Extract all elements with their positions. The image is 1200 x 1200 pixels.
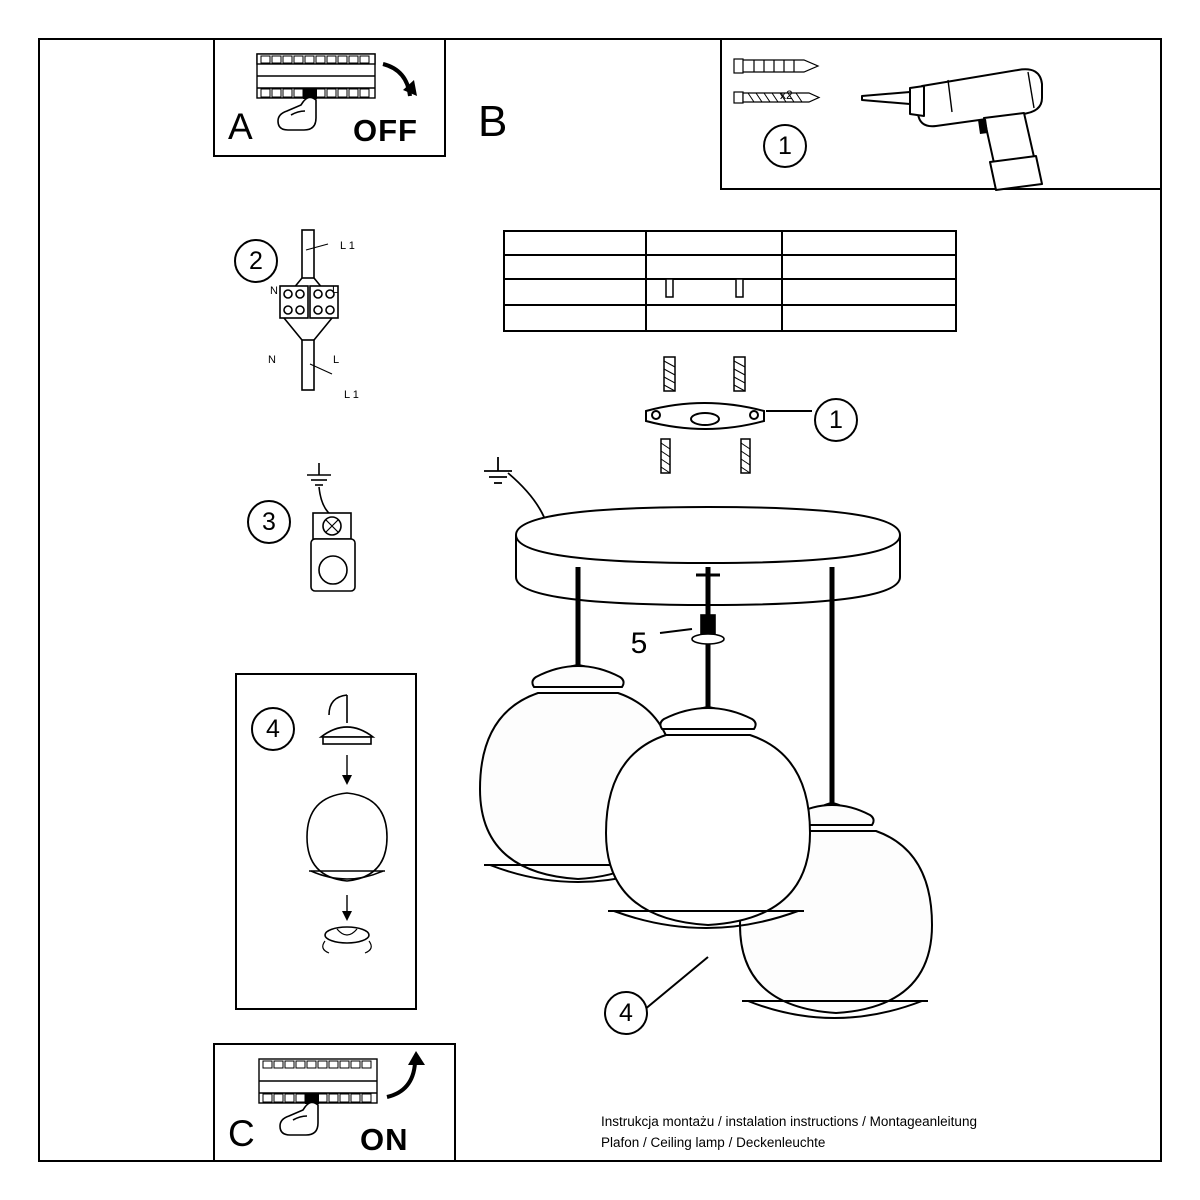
wiring-label-bottom-right: L 1 (344, 389, 359, 401)
callout-shade-badge (604, 991, 648, 1035)
step-4-label: 4 (266, 714, 280, 743)
section-c-label: ON (360, 1122, 409, 1157)
step-4-box (235, 673, 417, 1010)
callout-shade-label: 4 (619, 998, 633, 1027)
footer-text (601, 1112, 977, 1154)
wiring-label-right-lower: L (333, 354, 340, 366)
section-a-box (213, 38, 446, 157)
step-1-box (720, 38, 1162, 190)
section-a-label: OFF (353, 113, 418, 148)
power-drill-illustration (852, 52, 1152, 182)
footer-line-1: Instrukcja montażu / instalation instructions / Montageanleitung (601, 1114, 977, 1129)
step-3-label: 3 (262, 507, 276, 536)
footer-line-2: Plafon / Ceiling lamp / Deckenleuchte (601, 1134, 826, 1150)
callout-bracket-badge (814, 398, 858, 442)
wiring-terminal-illustration (266, 228, 396, 413)
shade-assembly-exploded-illustration (285, 689, 415, 999)
wiring-label-left-upper: N (270, 285, 278, 297)
wiring-label-top-right: L 1 (340, 240, 355, 252)
earth-clamp-illustration (295, 455, 395, 620)
step-1-label: 1 (778, 131, 792, 160)
step-1-badge (763, 124, 807, 168)
section-a-letter: A (228, 106, 253, 147)
terminal-block-on-illustration (235, 1053, 440, 1158)
callout-stopper-label: 5 (630, 627, 648, 660)
hardware-quantity: x2 (780, 88, 793, 102)
wiring-label-left-lower: N (268, 354, 276, 366)
section-c-box (213, 1043, 456, 1162)
step-3-badge (247, 500, 291, 544)
main-assembly-illustration (460, 215, 1080, 1085)
section-b-letter: B (478, 97, 508, 146)
step-2-label: 2 (249, 246, 263, 275)
callout-stopper-badge (617, 622, 661, 666)
callout-bracket-label: 1 (829, 405, 843, 434)
wiring-label-right-upper: L (332, 284, 339, 296)
section-c-letter: C (228, 1113, 255, 1154)
